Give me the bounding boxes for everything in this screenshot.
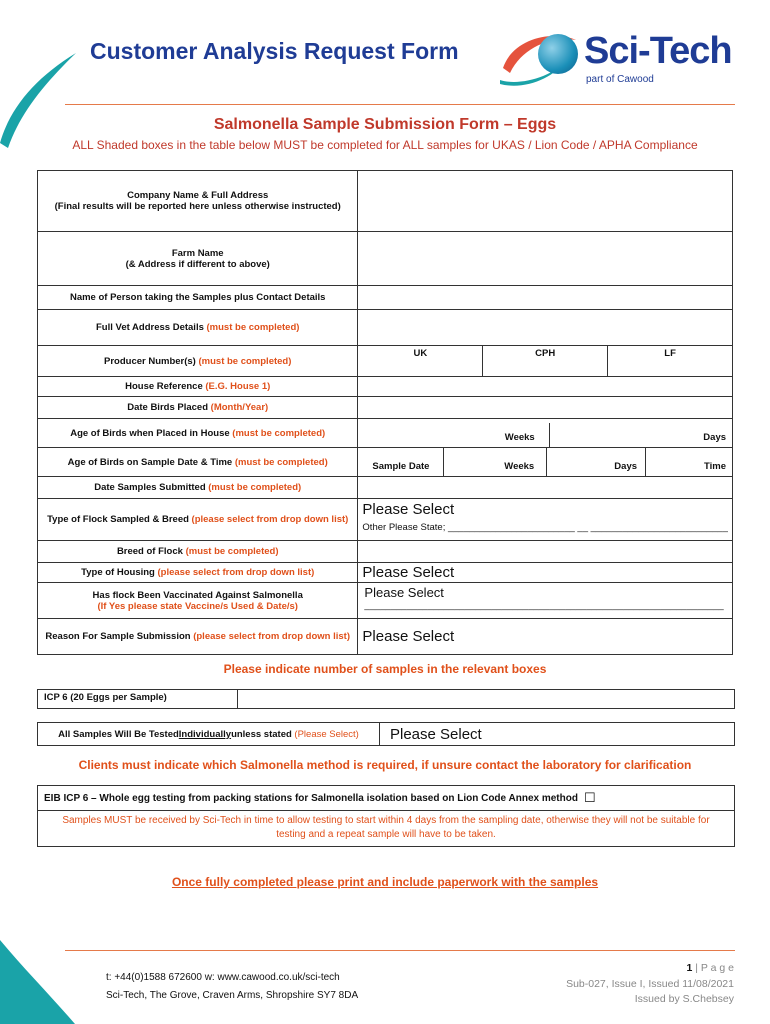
breed-label: Breed of Flock (must be completed) [38,541,358,563]
footer-contact: t: +44(0)1588 672600 w: www.cawood.co.uk/sci-tech [106,972,340,983]
page-number: 1 | P a g e [686,962,734,974]
vet-input[interactable] [358,310,733,346]
company-label: Company Name & Full Address (Final results will be reported here unless otherwise instructed) [38,171,358,232]
samples-heading: Please indicate number of samples in the relevant boxes [223,662,547,676]
issued-by: Issued by S.Chebsey [634,993,734,1005]
icp6-row [37,689,735,709]
individual-row [37,722,735,746]
method-checkbox[interactable]: ☐ [583,790,596,805]
vaccinated-cell [358,583,733,619]
reason-select[interactable]: Please Select [362,628,455,645]
date-submitted-input[interactable] [358,477,733,499]
person-label: Name of Person taking the Samples plus Contact Details [38,286,358,310]
footer-address: Sci-Tech, The Grove, Craven Arms, Shropshire SY7 8DA [106,990,359,1001]
page-title: Customer Analysis Request Form [90,38,459,64]
breed-input[interactable] [358,541,733,563]
age-placed-label: Age of Birds when Placed in House (must be completed) [38,419,358,448]
age-placed-inputs[interactable]: Weeks Days [358,419,733,448]
method-label: EIB ICP 6 – Whole egg testing from packing stations for Salmonella isolation based on Lion Code Annex method [44,792,578,804]
flock-type-other[interactable]: Other Please State; ________________________ __ __________________________ [362,522,728,533]
person-input[interactable] [358,286,733,310]
housing-label: Type of Housing (please select from drop down list) [38,563,358,583]
icp6-label: ICP 6 (20 Eggs per Sample) [38,690,238,708]
header-rule [65,104,735,105]
vaccinated-details-line[interactable]: ____________________________________________________________________ [364,600,724,611]
corner-swoosh-bottom [0,940,80,1024]
vaccinated-label: Has flock Been Vaccinated Against Salmonella (If Yes please state Vaccine/s Used & Date/s) [38,583,358,619]
reason-label: Reason For Sample Submission (please select from drop down list) [38,619,358,655]
date-submitted-label: Date Samples Submitted (must be completed) [38,477,358,499]
date-placed-input[interactable] [358,397,733,419]
date-placed-label: Date Birds Placed (Month/Year) [38,397,358,419]
method-heading: Clients must indicate which Salmonella method is required, if unsure contact the laboratory for clarification [78,758,692,772]
submission-table [37,170,733,655]
sci-tech-logo: Sci-Tech part of Cawood [498,28,738,88]
print-notice: Once fully completed please print and include paperwork with the samples [171,875,599,889]
vet-label: Full Vet Address Details (must be completed) [38,310,358,346]
method-row [38,786,734,811]
icp6-input[interactable] [238,690,734,708]
house-label: House Reference (E.G. House 1) [38,377,358,397]
form-title: Salmonella Sample Submission Form – Eggs [213,116,557,133]
flock-type-select[interactable]: Please Select [362,501,455,518]
doc-reference: Sub-027, Issue I, Issued 11/08/2021 [566,978,734,990]
flock-type-label: Type of Flock Sampled & Breed (please select from drop down list) [38,499,358,541]
producer-inputs[interactable]: UK CPH LF [358,346,733,377]
reason-cell [358,619,733,655]
producer-label: Producer Number(s) (must be completed) [38,346,358,377]
compliance-notice: ALL Shaded boxes in the table below MUST be completed for ALL samples for UKAS / Lion Code / APHA Compliance [72,138,698,152]
flock-type-cell [358,499,733,541]
farm-input[interactable] [358,232,733,286]
age-sample-inputs[interactable]: Sample Date Weeks Days Time [358,448,733,477]
house-input[interactable] [358,377,733,397]
housing-cell [358,563,733,583]
footer-rule [65,950,735,951]
company-input[interactable] [358,171,733,232]
age-sample-label: Age of Birds on Sample Date & Time (must be completed) [38,448,358,477]
individual-label: All Samples Will Be Tested Individually unless stated (Please Select) [38,723,380,745]
vaccinated-select[interactable]: Please Select [364,585,444,600]
farm-label: Farm Name (& Address if different to above) [38,232,358,286]
globe-icon [538,34,578,74]
housing-select[interactable]: Please Select [362,564,455,581]
individual-select[interactable]: Please Select [390,725,482,743]
method-note: Samples MUST be received by Sci-Tech in time to allow testing to start within 4 days from the sampling date, otherwise they will not be suitable for testing and a repeat sample will have to be taken. [62,815,710,840]
method-box [37,785,735,847]
